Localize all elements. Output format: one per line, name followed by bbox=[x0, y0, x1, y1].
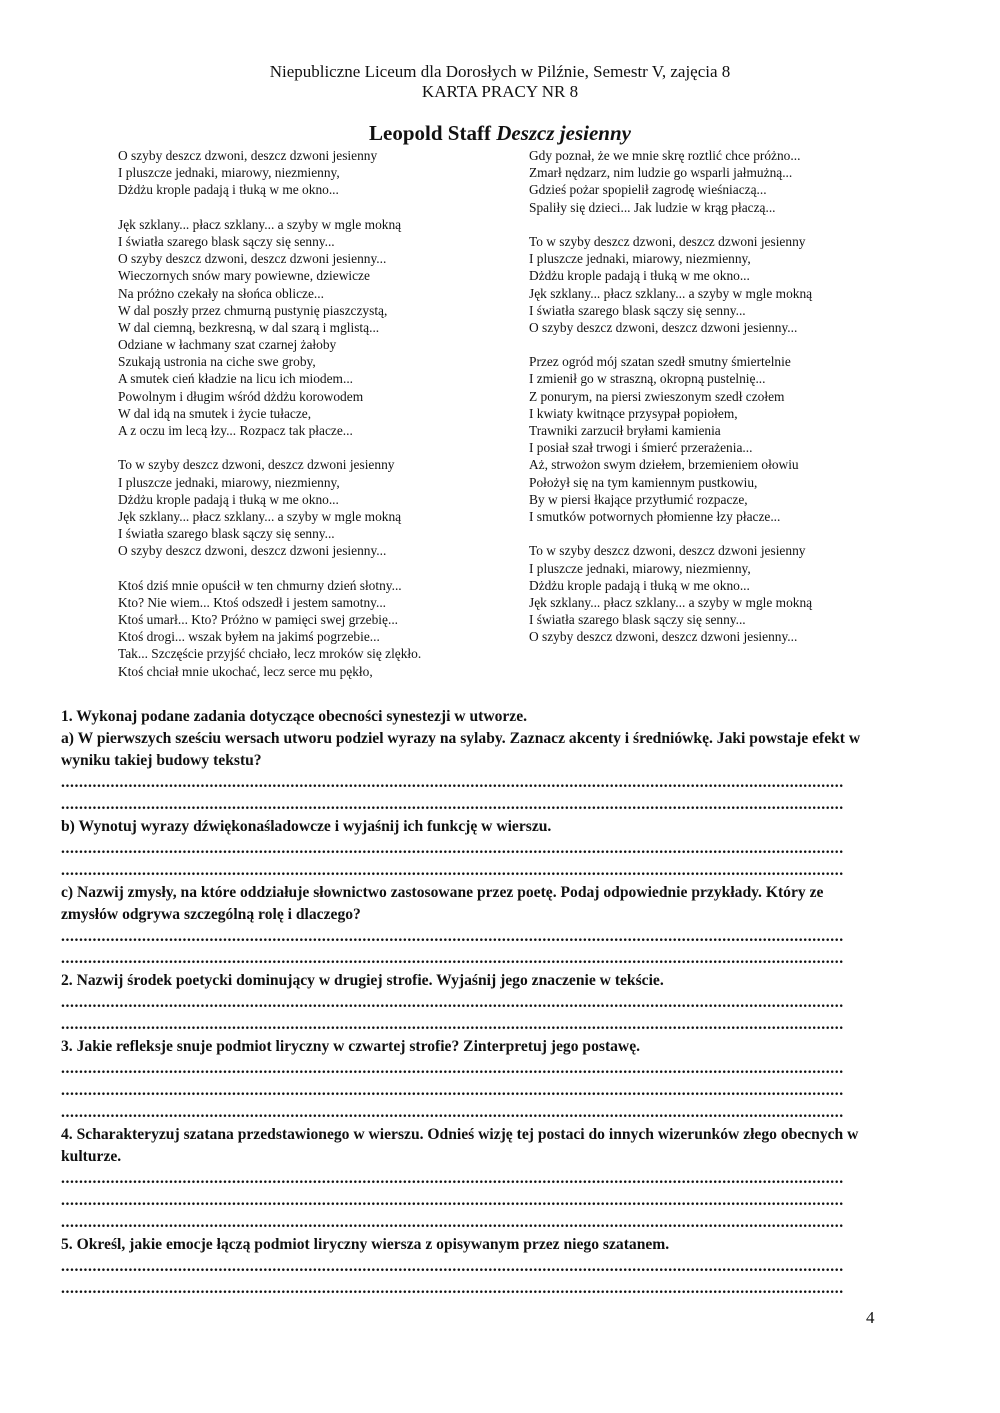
poem-line: I pluszcze jednaki, miarowy, niezmienny, bbox=[118, 165, 340, 181]
poem-line: Jęk szklany... płacz szklany... a szyby w mgle mokną bbox=[118, 216, 402, 232]
answer-line[interactable]: .............................................................................................................................................................................. bbox=[61, 1104, 844, 1121]
poem-line: O szyby deszcz dzwoni, deszcz dzwoni jesienny bbox=[118, 148, 378, 163]
poem-line: I pluszcze jednaki, miarowy, niezmienny, bbox=[529, 560, 751, 576]
answer-line[interactable]: .............................................................................................................................................................................. bbox=[61, 1170, 844, 1187]
poem-line: I pluszcze jednaki, miarowy, niezmienny, bbox=[529, 251, 751, 267]
answer-line[interactable]: .............................................................................................................................................................................. bbox=[61, 1258, 844, 1275]
task-question: 4. Scharakteryzuj szatana przedstawionego w wierszu. Odnieś wizję tej postaci do innych wizerunków złego obecnych w kulturze. bbox=[61, 1126, 859, 1165]
poem-line: By w piersi łkające przytłumić rozpacze, bbox=[529, 491, 748, 507]
task-question: 3. Jakie refleksje snuje podmiot liryczny w czwartej strofie? Zinterpretuj jego postawę. bbox=[61, 1038, 641, 1055]
poem-line: Odziane w łachmany szat czarnej żałoby bbox=[118, 337, 337, 353]
task-question: b) Wynotuj wyrazy dźwiękonaśladowcze i wyjaśnij ich funkcję w wierszu. bbox=[61, 818, 552, 835]
poem-line: Jęk szklany... płacz szklany... a szyby w mgle mokną bbox=[529, 285, 813, 301]
poem-stanza bbox=[118, 216, 518, 439]
poem-line: Dżdżu krople padają i tłuką w me okno... bbox=[118, 182, 339, 198]
poem-stanza bbox=[529, 233, 929, 336]
answer-line[interactable]: .............................................................................................................................................................................. bbox=[61, 950, 844, 967]
poem-line: Dżdżu krople padają i tłuką w me okno... bbox=[529, 577, 750, 593]
poem-line: Gdzieś pożar spopielił zagrodę wieśniaczą... bbox=[529, 182, 767, 198]
poem-line: Szukają ustronia na ciche swe groby, bbox=[118, 354, 316, 370]
answer-line[interactable]: .............................................................................................................................................................................. bbox=[61, 928, 844, 945]
poem-line: Położył się na tym kamiennym pustkowiu, bbox=[529, 474, 758, 490]
poem-line: To w szyby deszcz dzwoni, deszcz dzwoni jesienny bbox=[529, 543, 806, 559]
poem-line: Ktoś dziś mnie opuścił w ten chmurny dzień słotny... bbox=[118, 577, 402, 593]
poem-line: Z ponurym, na piersi zwieszonym szedł czołem bbox=[529, 388, 785, 404]
poem-column-left bbox=[118, 147, 518, 697]
task-question: 2. Nazwij środek poetycki dominujący w drugiej strofie. Wyjaśnij jego znaczenie w tekście. bbox=[61, 972, 664, 989]
poem-line: I zmienił go w straszną, okropną pustelnię... bbox=[529, 371, 766, 387]
poem-line: A smutek cień kładzie na licu ich miodem... bbox=[118, 371, 354, 387]
answer-line[interactable]: .............................................................................................................................................................................. bbox=[61, 994, 844, 1011]
poem-stanza bbox=[118, 577, 518, 680]
poem-stanza bbox=[529, 147, 929, 216]
poem-line: Aż, strwożon swym dziełem, brzemieniem ołowiu bbox=[529, 457, 799, 473]
poem-line: Przez ogród mój szatan szedł smutny śmiertelnie bbox=[529, 354, 791, 370]
poem-line: Wieczornych snów mary powiewne, dziewicze bbox=[118, 268, 370, 284]
poem-line: To w szyby deszcz dzwoni, deszcz dzwoni jesienny bbox=[529, 233, 806, 249]
answer-line[interactable]: .............................................................................................................................................................................. bbox=[61, 1016, 844, 1033]
poem-line: Trawniki zarzucił bryłami kamienia bbox=[529, 423, 721, 438]
poem-title bbox=[0, 120, 1000, 146]
page-number: 4 bbox=[866, 1308, 875, 1327]
poem-line: A z oczu im lecą łzy... Rozpacz tak płacze... bbox=[118, 423, 353, 438]
poem-line: Zmarł nędzarz, nim ludzie go wsparli jałmużną... bbox=[529, 165, 793, 181]
task-question: 1. Wykonaj podane zadania dotyczące obecności synestezji w utworze. bbox=[61, 708, 528, 725]
task bbox=[61, 1234, 877, 1300]
answer-line[interactable]: .............................................................................................................................................................................. bbox=[61, 1280, 844, 1297]
poem-line: Spaliły się dzieci... Jak ludzie w krąg płaczą... bbox=[529, 199, 776, 215]
answer-line[interactable]: .............................................................................................................................................................................. bbox=[61, 1082, 844, 1099]
task bbox=[61, 1036, 877, 1124]
task bbox=[61, 882, 877, 970]
poem-line: Na próżno czekały na słońca oblicze... bbox=[118, 285, 324, 301]
poem-author: Leopold Staff bbox=[369, 121, 491, 145]
task bbox=[61, 816, 877, 882]
poem-line: Jęk szklany... płacz szklany... a szyby w mgle mokną bbox=[118, 508, 402, 524]
poem-line: Kto? Nie wiem... Ktoś odszedł i jestem samotny... bbox=[118, 594, 387, 610]
poem-line: To w szyby deszcz dzwoni, deszcz dzwoni jesienny bbox=[118, 457, 395, 473]
poem-line: Ktoś umarł... Kto? Próżno w pamięci swej grzebię... bbox=[118, 612, 399, 628]
task-question: 5. Określ, jakie emocje łączą podmiot liryczny wiersza z opisywanym przez niego szatanem. bbox=[61, 1236, 670, 1253]
task bbox=[61, 970, 877, 1036]
poem-line: Ktoś chciał mnie ukochać, lecz serce mu pękło, bbox=[118, 663, 373, 679]
poem-line: I kwiaty kwitnące przysypał popiołem, bbox=[529, 405, 738, 421]
poem-line: Ktoś drogi... wszak byłem na jakimś pogrzebie... bbox=[118, 629, 380, 645]
poem-line: O szyby deszcz dzwoni, deszcz dzwoni jesienny... bbox=[118, 251, 387, 267]
poem-line: I światła szarego blask sączy się senny... bbox=[529, 302, 746, 318]
school-header: Niepubliczne Liceum dla Dorosłych w Pilźnie, Semestr V, zajęcia 8 bbox=[269, 62, 731, 81]
poem-line: I światła szarego blask sączy się senny... bbox=[529, 612, 746, 628]
task bbox=[61, 706, 877, 816]
task-question: a) W pierwszych sześciu wersach utworu podziel wyrazy na sylaby. Zaznacz akcenty i średniówkę. Jaki powstaje efekt w wyniku takiej budowy tekstu? bbox=[61, 730, 861, 769]
poem-line: I światła szarego blask sączy się senny... bbox=[118, 526, 335, 542]
poem-line: I światła szarego blask sączy się senny... bbox=[118, 233, 335, 249]
poem-line: W dal poszły przez chmurną pustynię piaszczystą, bbox=[118, 302, 388, 318]
poem-line: Tak... Szczęście przyjść chciało, lecz mroków się zlękło. bbox=[118, 646, 422, 662]
poem-stanza bbox=[529, 542, 929, 645]
answer-line[interactable]: .............................................................................................................................................................................. bbox=[61, 862, 844, 879]
poem-line: Powolnym i długim wśród dżdżu korowodem bbox=[118, 388, 364, 404]
answer-line[interactable]: .............................................................................................................................................................................. bbox=[61, 840, 844, 857]
poem-stanza bbox=[529, 353, 929, 525]
answer-line[interactable]: .............................................................................................................................................................................. bbox=[61, 1214, 844, 1231]
answer-line[interactable]: .............................................................................................................................................................................. bbox=[61, 1060, 844, 1077]
poem-line: O szyby deszcz dzwoni, deszcz dzwoni jesienny... bbox=[118, 543, 387, 559]
poem-work-title: Deszcz jesienny bbox=[496, 121, 631, 145]
task bbox=[61, 1124, 877, 1234]
tasks-section bbox=[61, 706, 877, 1300]
poem-line: Dżdżu krople padają i tłuką w me okno... bbox=[529, 268, 750, 284]
poem-line: O szyby deszcz dzwoni, deszcz dzwoni jesienny... bbox=[529, 629, 798, 645]
answer-line[interactable]: .............................................................................................................................................................................. bbox=[61, 774, 844, 791]
poem-line: O szyby deszcz dzwoni, deszcz dzwoni jesienny... bbox=[529, 319, 798, 335]
poem-stanza bbox=[118, 456, 518, 559]
poem-line: W dal ciemną, bezkresną, w dal szarą i mglistą... bbox=[118, 319, 380, 335]
poem-line: I posiał szał trwogi i śmierć przerażenia... bbox=[529, 440, 753, 456]
answer-line[interactable]: .............................................................................................................................................................................. bbox=[61, 1192, 844, 1209]
poem-line: Jęk szklany... płacz szklany... a szyby w mgle mokną bbox=[529, 594, 813, 610]
poem-line: Dżdżu krople padają i tłuką w me okno... bbox=[118, 491, 339, 507]
worksheet-number: KARTA PRACY NR 8 bbox=[421, 82, 579, 101]
poem-stanza bbox=[118, 147, 518, 199]
task-question: c) Nazwij zmysły, na które oddziałuje słownictwo zastosowane przez poetę. Podaj odpowiednie przykłady. Który ze zmysłów odgrywa szczególną rolę i dlaczego? bbox=[61, 884, 824, 923]
poem-line: Gdy poznał, że we mnie skrę roztlić chce próżno... bbox=[529, 148, 801, 163]
poem-line: I pluszcze jednaki, miarowy, niezmienny, bbox=[118, 474, 340, 490]
answer-line[interactable]: .............................................................................................................................................................................. bbox=[61, 796, 844, 813]
poem-line: W dal idą na smutek i życie tułacze, bbox=[118, 405, 312, 421]
poem-column-right bbox=[529, 147, 929, 663]
poem-line: I smutków potwornych płomienne łzy płacze... bbox=[529, 508, 781, 524]
